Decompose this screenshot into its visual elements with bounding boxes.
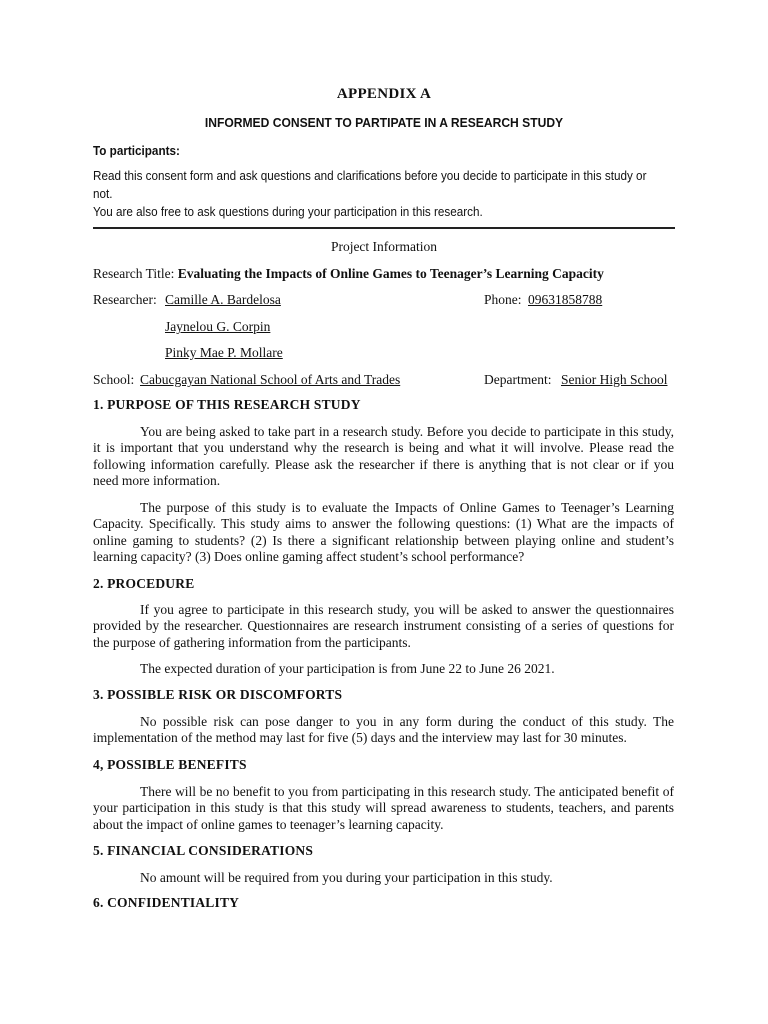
department-label: Department: (484, 372, 552, 387)
researcher-label: Researcher: (93, 292, 157, 307)
researcher-name-3: Pinky Mae P. Mollare (165, 345, 283, 360)
section-benefits-heading: 4, POSSIBLE BENEFITS (93, 757, 247, 772)
intro-line-2: You are also free to ask questions during your participation in this research. (93, 204, 483, 219)
section-risk-heading: 3. POSSIBLE RISK OR DISCOMFORTS (93, 687, 343, 702)
phone-label: Phone: (484, 292, 522, 307)
purpose-paragraph-2: The purpose of this study is to evaluate the Impacts of Online Games to Teenager’s Learning Capacity. Specifically. This study aims to answer the following questions: (1) What are the impacts of online gaming to students? (2) Is there a significant relationship between playing online and student’s learning capacity? (3) Does online gaming affect student’s school performance? (93, 500, 674, 565)
researcher-name-1: Camille A. Bardelosa (165, 292, 281, 307)
intro-line-1: Read this consent form and ask questions and clarifications before you decide to participate in this study or not. (93, 168, 647, 201)
researcher-name-2: Jaynelou G. Corpin (165, 319, 271, 334)
research-title-label: Research Title: (93, 266, 175, 281)
school-value: Cabucgayan National School of Arts and Trades (140, 372, 401, 387)
appendix-heading: APPENDIX A (336, 86, 432, 102)
section-purpose-heading: 1. PURPOSE OF THIS RESEARCH STUDY (93, 397, 361, 412)
research-title-row (93, 266, 604, 282)
project-info-heading: Project Information (330, 239, 438, 254)
phone-value: 09631858788 (528, 292, 603, 307)
consent-title: INFORMED CONSENT TO PARTIPATE IN A RESEARCH STUDY (204, 115, 564, 130)
divider-rule (93, 227, 675, 229)
risk-paragraph-1: No possible risk can pose danger to you in any form during the conduct of this study. The implementation of the method may last for five (5) days and the interview may last for 30 minutes. (93, 714, 674, 746)
benefits-paragraph-1: There will be no benefit to you from participating in this research study. The anticipated benefit of your participation in this study is that this study will spread awareness to students, teachers, and parents about the impact of online games to teenager’s learning capacity. (93, 784, 674, 832)
section-confidentiality-heading: 6. CONFIDENTIALITY (93, 895, 240, 910)
financial-paragraph-1: No amount will be required from you during your participation in this study. (140, 870, 553, 885)
purpose-paragraph-1: You are being asked to take part in a research study. Before you decide to participate in this study, it is important that you understand why the research is being and what it will involve. Please read the following information carefully. Please ask the researcher if there is anything that is not clear or if you need more information. (93, 424, 674, 489)
school-label: School: (93, 372, 135, 387)
procedure-paragraph-1: If you agree to participate in this research study, you will be asked to answer the questionnaires provided by the researcher. Questionnaires are research instrument consisting of a series of questions for the purpose of gathering information from the participants. (93, 602, 674, 650)
section-procedure-heading: 2. PROCEDURE (93, 576, 195, 591)
research-title-value: Evaluating the Impacts of Online Games to Teenager’s Learning Capacity (177, 266, 604, 281)
procedure-paragraph-2: The expected duration of your participation is from June 22 to June 26 2021. (140, 661, 555, 676)
to-participants-label: To participants: (93, 143, 180, 158)
section-financial-heading: 5. FINANCIAL CONSIDERATIONS (93, 843, 314, 858)
intro-text (93, 167, 669, 221)
department-value: Senior High School (561, 372, 668, 387)
